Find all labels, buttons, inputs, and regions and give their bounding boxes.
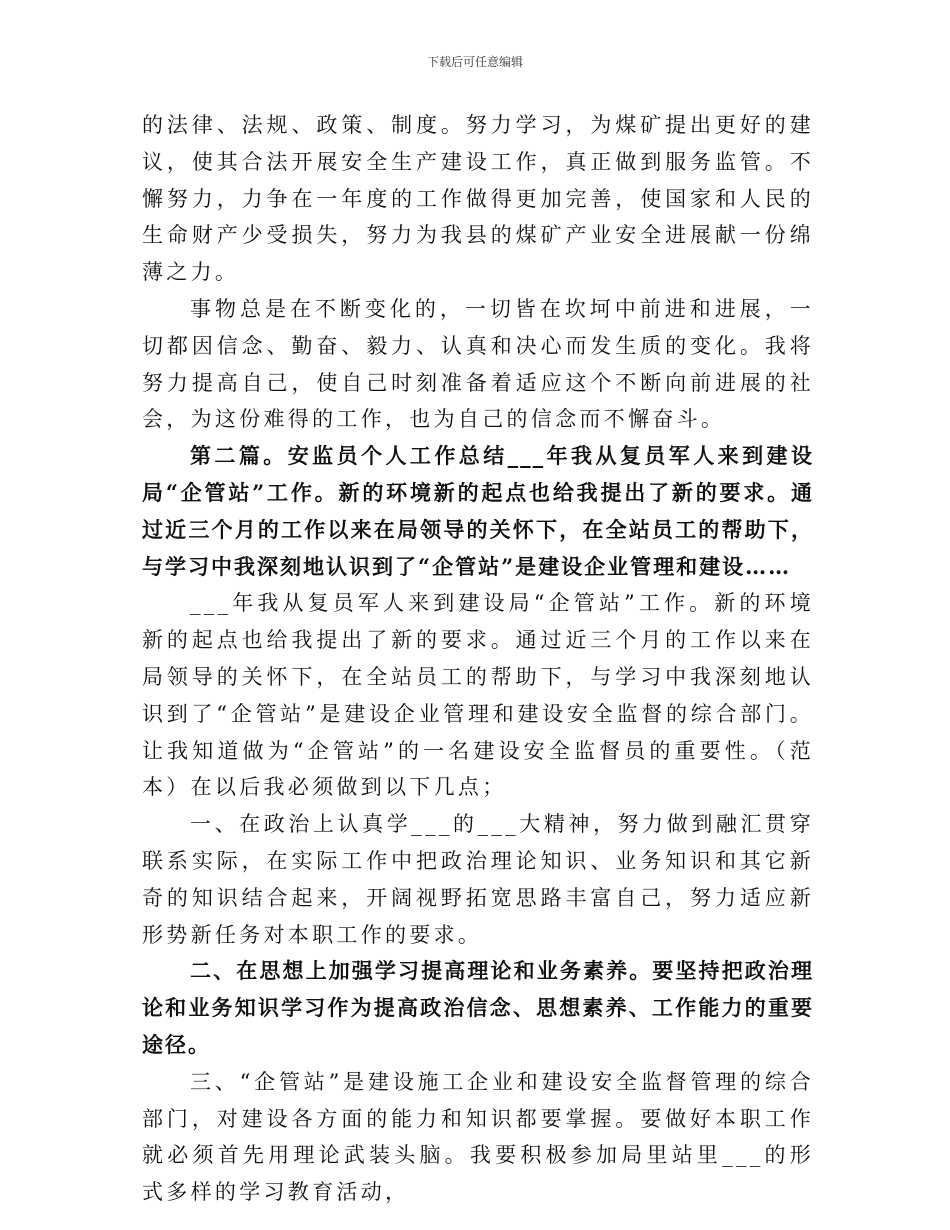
paragraph-continuation: 的法律、法规、政策、制度。努力学习，为煤矿提出更好的建议，使其合法开展安全生产建设工作，真正做到服务监管。不懈努力，力争在一年度的工作做得更加完善，使国家和人民的生命财产少受损失，努力为我县的煤矿产业安全进展献一份绵薄之力。 — [142, 113, 814, 285]
page-header: 下载后可任意编辑 — [426, 55, 523, 69]
paragraph-intro: ___年我从复员军人来到建设局“企管站”工作。新的环境新的起点也给我提出了新的要求。通过近三个月的工作以来在局领导的关怀下，在全站员工的帮助下，与学习中我深刻地认识到了“企管站”是建设企业管理和建设安全监督的综合部门。让我知道做为“企管站”的一名建设安全监督员的重要性。（范本）在以后我必须做到以下几点； — [142, 591, 814, 800]
paragraph-chapter-two-summary: 第二篇。安监员个人工作总结___年我从复员军人来到建设局“企管站”工作。新的环境新的起点也给我提出了新的要求。通过近三个月的工作以来在局领导的关怀下，在全站员工的帮助下，与学习中我深刻地认识到了“企管站”是建设企业管理和建设…… — [142, 443, 814, 579]
paragraph-change: 事物总是在不断变化的，一切皆在坎坷中前进和进展，一切都因信念、勤奋、毅力、认真和决心而发生质的变化。我将努力提高自己，使自己时刻准备着适应这个不断向前进展的社会，为这份难得的工作，也为自己的信念而不懈奋斗。 — [142, 296, 814, 432]
paragraph-point-one: 一、在政治上认真学___的___大精神，努力做到融汇贯穿联系实际，在实际工作中把政治理论知识、业务知识和其它新奇的知识结合起来，开阔视野拓宽思路丰富自己，努力适应新形势新任务对本职工作的要求。 — [142, 812, 814, 947]
paragraph-point-two: 二、在思想上加强学习提高理论和业务素养。要坚持把政治理论和业务知识学习作为提高政治信念、思想素养、工作能力的重要途径。 — [142, 958, 814, 1057]
paragraph-point-three: 三、“企管站”是建设施工企业和建设安全监督管理的综合部门，对建设各方面的能力和知识都要掌握。要做好本职工作就必须首先用理论武装头脑。我要积极参加局里站里___的形式多样的学习教育活动， — [142, 1069, 814, 1205]
document-body — [142, 107, 814, 1211]
